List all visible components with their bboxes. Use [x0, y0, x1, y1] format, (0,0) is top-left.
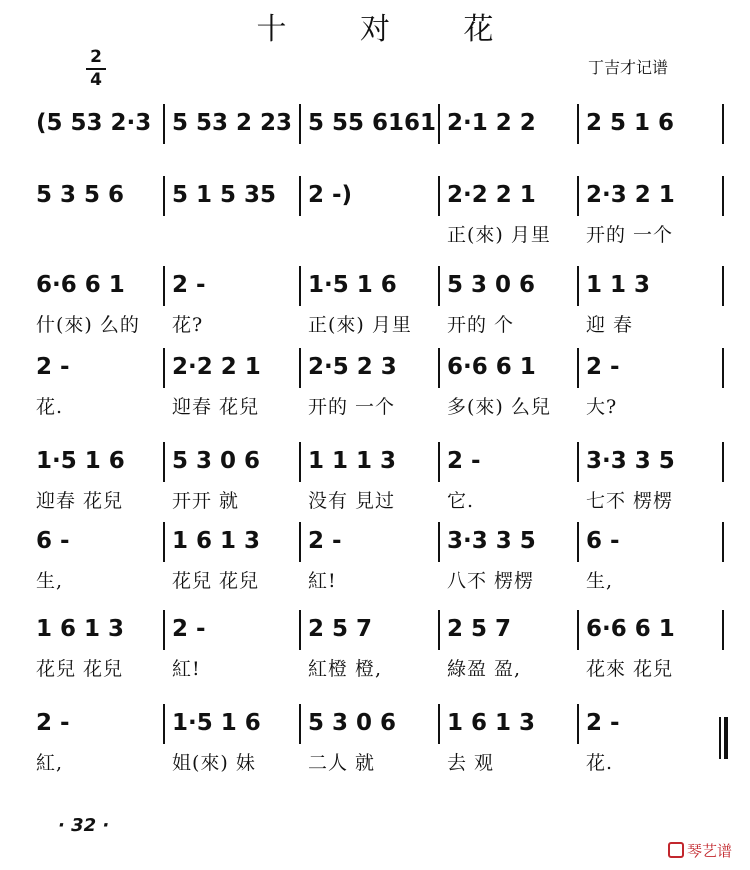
barline [722, 104, 724, 144]
measure-notes: 2·1 2 2 [447, 110, 536, 136]
measure-notes: 6 - [36, 528, 70, 554]
barline [163, 704, 165, 744]
barline [577, 704, 579, 744]
score-row [0, 700, 750, 780]
measure-notes: 1·5 1 6 [36, 448, 125, 474]
barline [299, 176, 301, 216]
barline [299, 266, 301, 306]
watermark-text: 琴艺谱 [687, 842, 733, 860]
lyric-line: 迎春 花兒 [36, 490, 124, 512]
barline [438, 176, 440, 216]
lyric-line: 花兒 花兒 [36, 658, 124, 680]
lyric-line: 开的 个 [447, 314, 515, 336]
barline [722, 348, 724, 388]
lyric-line: 生, [586, 570, 614, 592]
measure-notes: 2 - [36, 354, 70, 380]
barline [438, 610, 440, 650]
measure-notes: 1 1 3 [586, 272, 651, 298]
barline [722, 266, 724, 306]
barline [577, 610, 579, 650]
lyric-line: 正(來) 月里 [447, 224, 551, 246]
score-row [0, 606, 750, 686]
barline [299, 442, 301, 482]
measure-notes: 6 - [586, 528, 620, 554]
lyric-line: 开的 一个 [586, 224, 674, 246]
measure-notes: 5 55 6161 [308, 110, 437, 136]
barline [299, 104, 301, 144]
barline [299, 348, 301, 388]
measure-notes: 2 - [586, 710, 620, 736]
measure-notes: 1 6 1 3 [172, 528, 261, 554]
measure-notes: 1 1 1 3 [308, 448, 397, 474]
barline [438, 348, 440, 388]
lyric-line: 去 观 [447, 752, 495, 774]
measure-notes: 5 53 2 23 [172, 110, 293, 136]
page-number: · 32 · [58, 815, 110, 836]
measure-notes: 2 5 7 [447, 616, 512, 642]
lyric-line: 紅! [308, 570, 337, 592]
measure-notes: 2·2 2 1 [172, 354, 261, 380]
lyric-line: 开的 一个 [308, 396, 396, 418]
time-signature-bottom: 4 [90, 70, 102, 90]
lyric-line: 花? [172, 314, 204, 336]
barline [577, 442, 579, 482]
barline [577, 176, 579, 216]
lyric-line: 紅橙 橙, [308, 658, 383, 680]
barline [299, 704, 301, 744]
score-row [0, 518, 750, 598]
barline [163, 610, 165, 650]
barline [577, 522, 579, 562]
barline [438, 442, 440, 482]
lyric-line: 多(來) 么兒 [447, 396, 551, 418]
measure-notes: (5 53 2·3 [36, 110, 152, 136]
measure-notes: 2 - [308, 528, 342, 554]
transcriber-credit: 丁吉才记谱 [588, 58, 669, 77]
lyric-line: 生, [36, 570, 64, 592]
lyric-line: 二人 就 [308, 752, 376, 774]
lyric-line: 正(來) 月里 [308, 314, 412, 336]
lyric-line: 花. [36, 396, 64, 418]
measure-notes: 2 5 7 [308, 616, 373, 642]
measure-notes: 2 - [172, 272, 206, 298]
barline [163, 266, 165, 306]
measure-notes: 2 - [36, 710, 70, 736]
measure-notes: 5 3 0 6 [172, 448, 261, 474]
score-row [0, 344, 750, 424]
measure-notes: 6·6 6 1 [586, 616, 675, 642]
measure-notes: 1 6 1 3 [447, 710, 536, 736]
watermark [668, 840, 732, 861]
measure-notes: 2 -) [308, 182, 353, 208]
logo-icon [668, 842, 684, 858]
measure-notes: 2·5 2 3 [308, 354, 397, 380]
lyric-line: 紅! [172, 658, 201, 680]
lyric-line: 开开 就 [172, 490, 240, 512]
time-signature [84, 48, 108, 90]
barline [438, 266, 440, 306]
lyric-line: 花. [586, 752, 614, 774]
barline [722, 442, 724, 482]
barline [577, 104, 579, 144]
lyric-line: 什(來) 么的 [36, 314, 140, 336]
barline [438, 704, 440, 744]
barline [722, 522, 724, 562]
lyric-line: 花兒 花兒 [172, 570, 260, 592]
lyric-line: 姐(來) 妹 [172, 752, 256, 774]
song-title: 十 对 花 [256, 12, 526, 47]
barline [299, 522, 301, 562]
measure-notes: 3·3 3 5 [586, 448, 675, 474]
measure-notes: 3·3 3 5 [447, 528, 536, 554]
barline [163, 348, 165, 388]
barline [163, 176, 165, 216]
lyric-line: 大? [586, 396, 618, 418]
barline [163, 522, 165, 562]
measure-notes: 1 6 1 3 [36, 616, 125, 642]
measure-notes: 1·5 1 6 [172, 710, 261, 736]
measure-notes: 2 - [172, 616, 206, 642]
barline [577, 266, 579, 306]
lyric-line: 八不 楞楞 [447, 570, 535, 592]
measure-notes: 6·6 6 1 [447, 354, 536, 380]
lyric-line: 紅, [36, 752, 64, 774]
measure-notes: 2 5 1 6 [586, 110, 675, 136]
barline [577, 348, 579, 388]
measure-notes: 1·5 1 6 [308, 272, 397, 298]
lyric-line: 花來 花兒 [586, 658, 674, 680]
score-row [0, 262, 750, 342]
lyric-line: 它. [447, 490, 475, 512]
final-barline-thin [719, 717, 721, 759]
barline [163, 104, 165, 144]
measure-notes: 2·2 2 1 [447, 182, 536, 208]
score-row [0, 172, 750, 252]
lyric-line: 迎 春 [586, 314, 634, 336]
measure-notes: 2 - [447, 448, 481, 474]
lyric-line: 迎春 花兒 [172, 396, 260, 418]
score-row [0, 100, 750, 180]
barline [438, 522, 440, 562]
measure-notes: 6·6 6 1 [36, 272, 125, 298]
score-row [0, 438, 750, 518]
measure-notes: 5 3 5 6 [36, 182, 125, 208]
lyric-line: 没有 見过 [308, 490, 396, 512]
measure-notes: 5 1 5 35 [172, 182, 277, 208]
barline [299, 610, 301, 650]
barline [163, 442, 165, 482]
measure-notes: 2·3 2 1 [586, 182, 675, 208]
measure-notes: 2 - [586, 354, 620, 380]
measure-notes: 5 3 0 6 [308, 710, 397, 736]
barline [438, 104, 440, 144]
time-signature-top: 2 [90, 47, 102, 67]
lyric-line: 七不 楞楞 [586, 490, 674, 512]
barline [722, 176, 724, 216]
final-barline-thick [724, 717, 728, 759]
lyric-line: 綠盈 盈, [447, 658, 522, 680]
measure-notes: 5 3 0 6 [447, 272, 536, 298]
barline [722, 610, 724, 650]
